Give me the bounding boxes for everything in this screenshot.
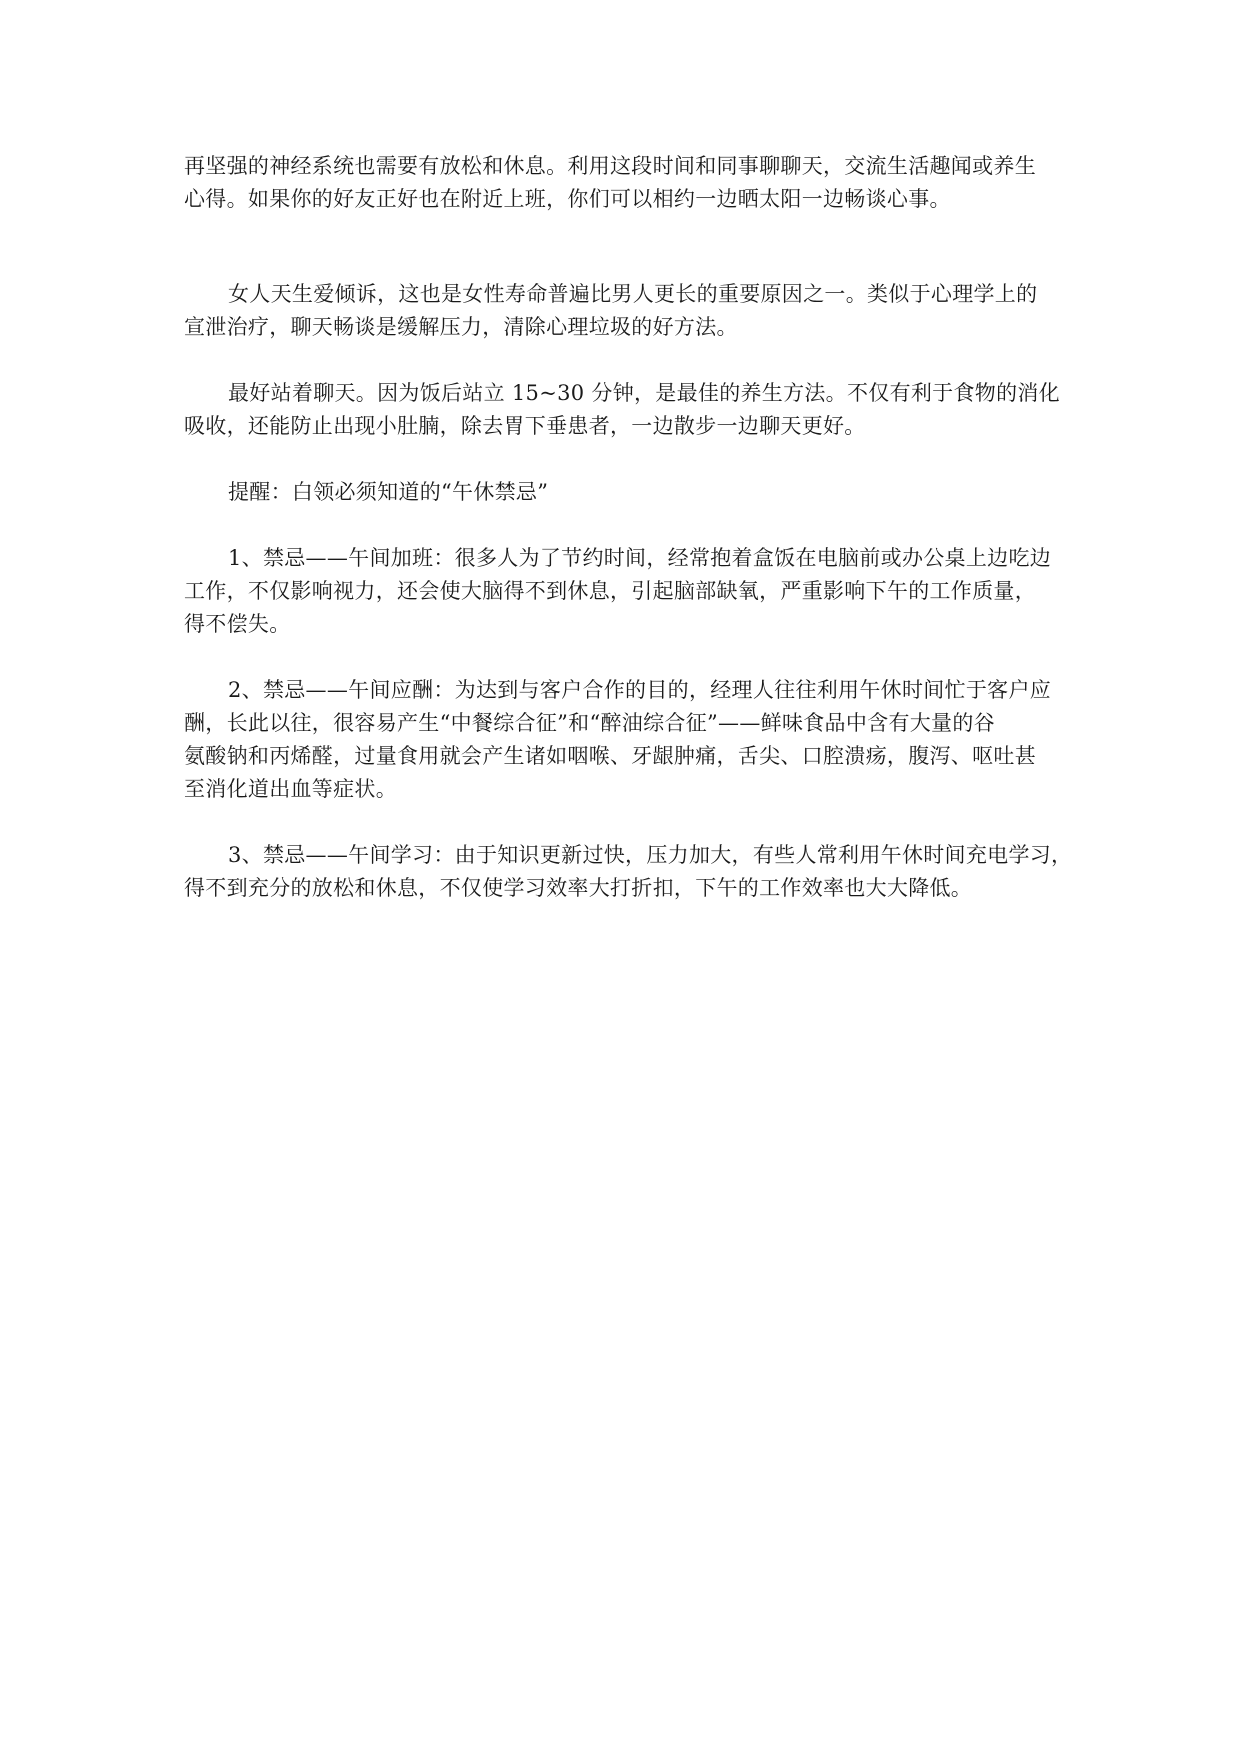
text-line: 提醒：白领必须知道的“午休禁忌”	[228, 480, 549, 504]
paragraph-7-taboo-3	[184, 839, 1084, 905]
text-line: 再坚强的神经系统也需要有放松和休息。利用这段时间和同事聊聊天，交流生活趣闻或养生	[184, 154, 1036, 178]
text-line: 女人天生爱倾诉，这也是女性寿命普遍比男人更长的重要原因之一。类似于心理学上的	[228, 282, 1038, 306]
text-line: 最好站着聊天。因为饭后站立 15~30 分钟，是最佳的养生方法。不仅有利于食物的消化	[228, 381, 1060, 405]
spacer	[184, 641, 1084, 674]
text-line: 酬，长此以往，很容易产生“中餐综合征”和“醉油综合征”——鲜味食品中含有大量的谷	[184, 711, 995, 735]
spacer	[184, 216, 1084, 278]
paragraph-3	[184, 377, 1084, 443]
paragraph-4-reminder-heading	[184, 476, 1084, 509]
text-line: 3、禁忌——午间学习：由于知识更新过快，压力加大，有些人常利用午休时间充电学习，	[228, 843, 1073, 867]
text-line: 吸收，还能防止出现小肚腩，除去胃下垂患者，一边散步一边聊天更好。	[184, 414, 866, 438]
spacer	[184, 806, 1084, 839]
text-line: 心得。如果你的好友正好也在附近上班，你们可以相约一边晒太阳一边畅谈心事。	[184, 187, 951, 211]
text-line: 2、禁忌——午间应酬：为达到与客户合作的目的，经理人往往利用午休时间忙于客户应	[228, 678, 1052, 702]
text-line: 氨酸钠和丙烯醛，过量食用就会产生诸如咽喉、牙龈肿痛，舌尖、口腔溃疡，腹泻、呕吐甚	[184, 744, 1036, 768]
text-line: 至消化道出血等症状。	[184, 777, 397, 801]
text-line: 宣泄治疗，聊天畅谈是缓解压力，清除心理垃圾的好方法。	[184, 315, 738, 339]
spacer	[184, 344, 1084, 377]
paragraph-1	[184, 150, 1084, 216]
text-line: 1、禁忌——午间加班：很多人为了节约时间，经常抱着盒饭在电脑前或办公桌上边吃边	[228, 546, 1052, 570]
paragraph-6-taboo-2	[184, 674, 1084, 806]
text-line: 得不到充分的放松和休息，不仅使学习效率大打折扣，下午的工作效率也大大降低。	[184, 876, 973, 900]
text-line: 工作，不仅影响视力，还会使大脑得不到休息，引起脑部缺氧，严重影响下午的工作质量，	[184, 579, 1036, 603]
spacer	[184, 509, 1084, 542]
document-body	[184, 150, 1084, 905]
paragraph-5-taboo-1	[184, 542, 1084, 641]
paragraph-2	[184, 278, 1084, 344]
spacer	[184, 443, 1084, 476]
text-line: 得不偿失。	[184, 612, 291, 636]
